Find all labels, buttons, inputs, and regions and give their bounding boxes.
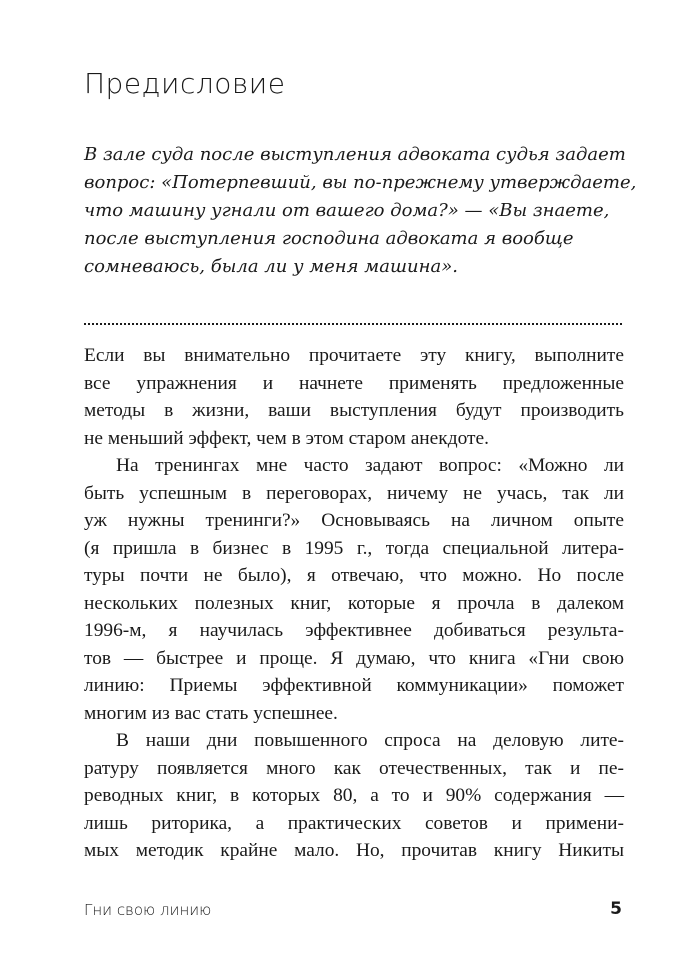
- body-line: 1996-м, я научилась эффективнее добиваться результа-: [84, 620, 624, 641]
- body-line: (я пришла в бизнес в 1995 г., тогда специальной литера-: [84, 537, 624, 559]
- body-line: линию: Приемы эффективной коммуникации» поможет: [84, 675, 624, 696]
- body-line: тов — быстрее и проще. Я думаю, что книга «Гни свою: [84, 647, 624, 669]
- body-line: методы в жизни, ваши выступления будут производить: [84, 400, 624, 421]
- epigraph-line: В зале суда после выступления адвоката судья задает: [84, 144, 626, 165]
- body-line: все упражнения и начнете применять предложенные: [84, 372, 624, 394]
- epigraph: [84, 141, 637, 281]
- body-line: мых методик крайне мало. Но, прочитав книгу Никиты: [84, 840, 624, 861]
- body-line: многим из вас стать успешнее.: [84, 702, 338, 724]
- body-text: [84, 342, 624, 865]
- epigraph-line: после выступления господина адвоката я вообще: [84, 228, 574, 249]
- body-line: реводных книг, в которых 80, а то и 90% содержания —: [84, 785, 624, 806]
- body-line: нескольких полезных книг, которые я прочла в далеком: [84, 592, 624, 614]
- running-footer-book-title: Гни свою линию: [84, 901, 212, 919]
- chapter-title: Предисловие: [84, 67, 286, 100]
- epigraph-line: что машину угнали от вашего дома?» — «Вы знаете,: [84, 200, 610, 221]
- dotted-divider: [84, 323, 622, 325]
- body-line: На тренингах мне часто задают вопрос: «Можно ли: [116, 455, 624, 476]
- body-line: В наши дни повышенного спроса на деловую лите-: [116, 730, 624, 751]
- page-number: 5: [610, 899, 622, 919]
- epigraph-line: сомневаюсь, была ли у меня машина».: [84, 256, 458, 277]
- body-line: не меньший эффект, чем в этом старом анекдоте.: [84, 427, 489, 449]
- body-line: лишь риторика, а практических советов и примени-: [84, 812, 624, 834]
- epigraph-line: вопрос: «Потерпевший, вы по-прежнему утверждаете,: [84, 172, 637, 193]
- body-line: быть успешным в переговорах, ничему не учась, так ли: [84, 482, 624, 504]
- body-line: ратуру появляется много как отечественных, так и пе-: [84, 757, 624, 779]
- body-line: Если вы внимательно прочитаете эту книгу, выполните: [84, 345, 624, 366]
- body-line: уж нужны тренинги?» Основываясь на личном опыте: [84, 510, 624, 531]
- body-line: туры почти не было), я отвечаю, что можно. Но после: [84, 565, 624, 586]
